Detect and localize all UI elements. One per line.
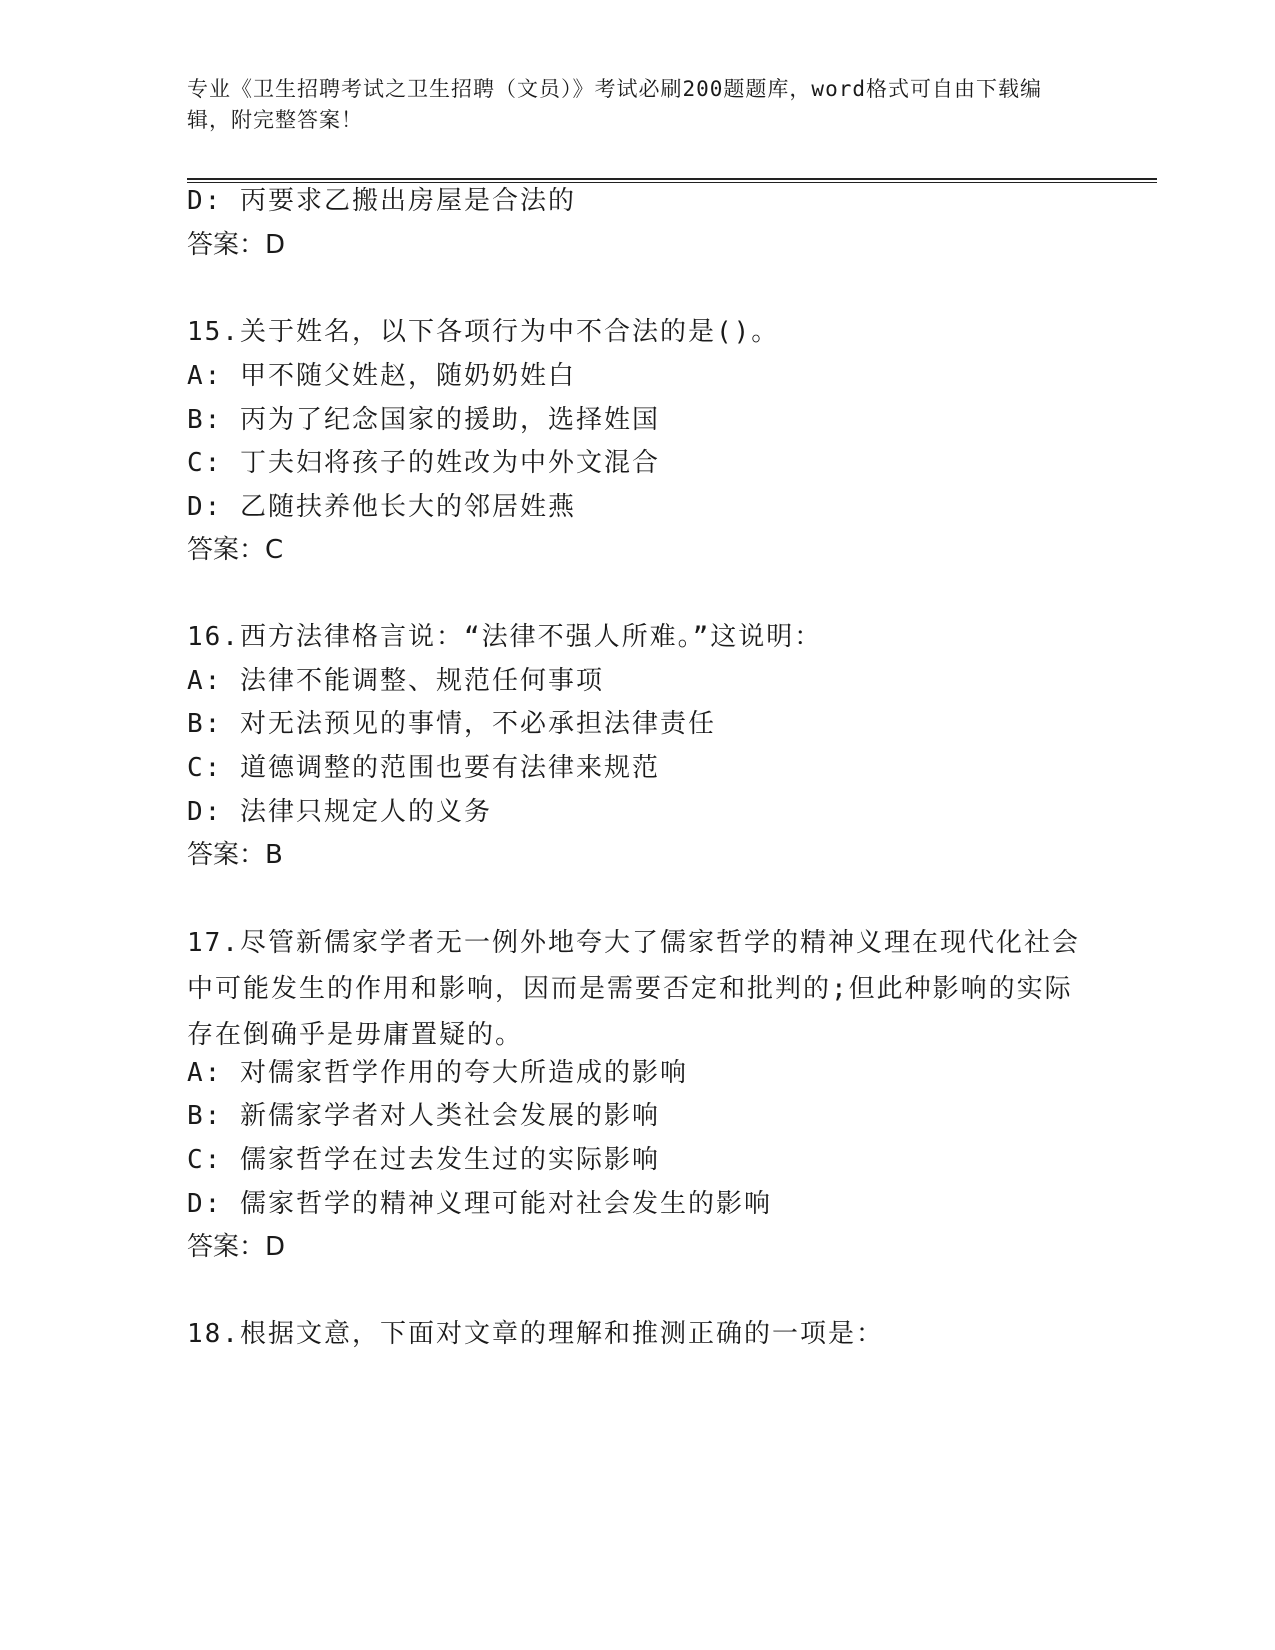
q17-option-a: A: 对儒家哲学作用的夸大所造成的影响 — [187, 1058, 688, 1088]
q17-option-b: B: 新儒家学者对人类社会发展的影响 — [187, 1101, 660, 1131]
q17-question: 17.尽管新儒家学者无一例外地夸大了儒家哲学的精神义理在现代化社会中可能发生的作用和影响，因而是需要否定和批判的;但此种影响的实际存在倒确乎是毋庸置疑的。 — [187, 928, 1080, 1050]
q15-question: 15.关于姓名，以下各项行为中不合法的是()。 — [187, 317, 780, 347]
q14-answer: 答案：D — [187, 230, 286, 260]
document-header: 专业《卫生招聘考试之卫生招聘（文员）》考试必刷200题题库，word格式可自由下载编辑，附完整答案！ — [187, 77, 1042, 132]
q15-option-c: C: 丁夫妇将孩子的姓改为中外文混合 — [187, 448, 660, 478]
q16-question: 16.西方法律格言说：“法律不强人所难。”这说明： — [187, 622, 823, 652]
q15-option-b: B: 丙为了纪念国家的援助，选择姓国 — [187, 405, 660, 435]
q16-answer: 答案：B — [187, 840, 283, 870]
q16-option-c: C: 道德调整的范围也要有法律来规范 — [187, 753, 660, 783]
header-divider — [187, 178, 1157, 183]
q15-option-d: D: 乙随扶养他长大的邻居姓燕 — [187, 492, 576, 522]
q16-option-b: B: 对无法预见的事情，不必承担法律责任 — [187, 709, 716, 739]
q15-answer: 答案：C — [187, 535, 284, 565]
q14-option-d: D: 丙要求乙搬出房屋是合法的 — [187, 186, 576, 216]
q17-answer: 答案：D — [187, 1232, 286, 1262]
q15-option-a: A: 甲不随父姓赵，随奶奶姓白 — [187, 361, 576, 391]
q17-option-d: D: 儒家哲学的精神义理可能对社会发生的影响 — [187, 1189, 772, 1219]
q17-option-c: C: 儒家哲学在过去发生过的实际影响 — [187, 1145, 660, 1175]
q16-option-d: D: 法律只规定人的义务 — [187, 797, 492, 827]
q18-question: 18.根据文意，下面对文章的理解和推测正确的一项是： — [187, 1319, 884, 1349]
q16-option-a: A: 法律不能调整、规范任何事项 — [187, 666, 604, 696]
